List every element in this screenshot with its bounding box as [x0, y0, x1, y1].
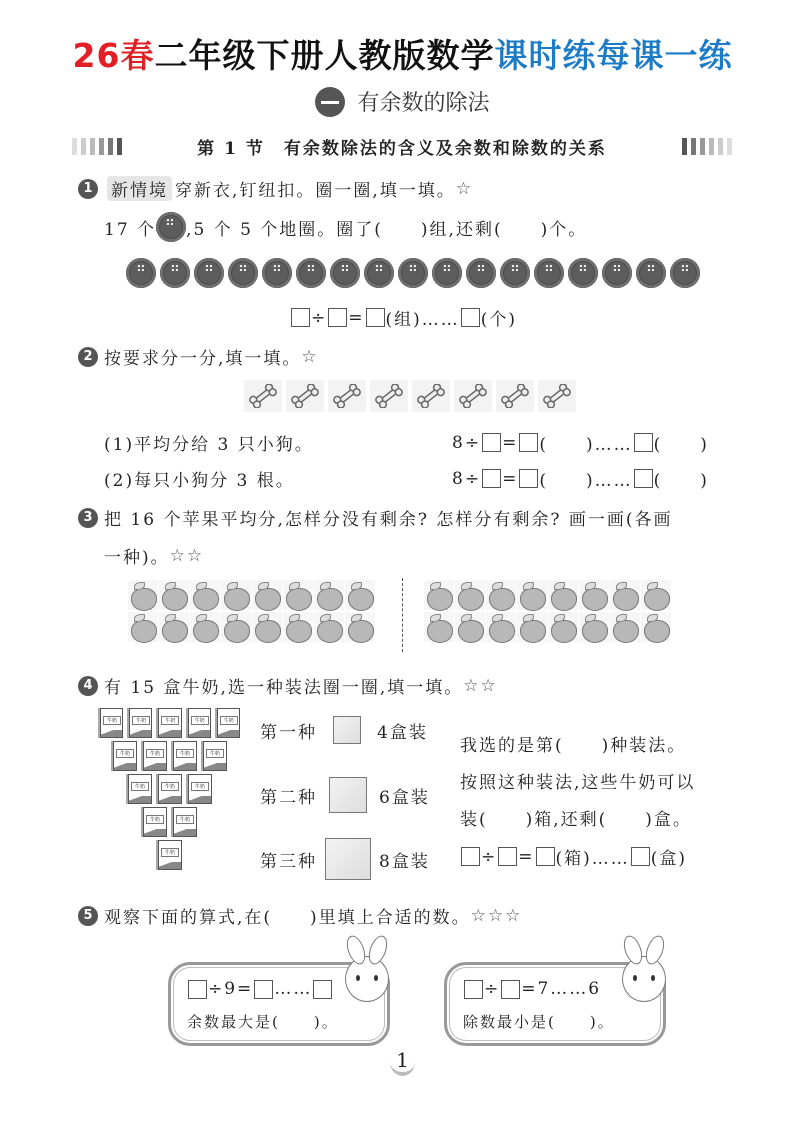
milk-row — [100, 708, 240, 738]
apple-icon[interactable] — [610, 612, 640, 642]
difficulty-star-icon: ☆☆ — [169, 545, 205, 566]
card-1-equation — [187, 979, 333, 999]
answer-box[interactable] — [634, 433, 653, 452]
title-series: 课时练每课一练 — [494, 36, 733, 75]
milk-carton-icon[interactable] — [203, 741, 227, 771]
bunny-icon — [622, 956, 666, 1002]
packing-option-3[interactable] — [260, 838, 430, 880]
button-icon[interactable] — [500, 258, 530, 288]
unit-label: (组)…… — [385, 310, 460, 330]
milk-row — [100, 741, 240, 771]
small-box-icon — [333, 716, 361, 744]
bone-icon[interactable] — [244, 380, 282, 412]
apple-icon[interactable] — [314, 612, 344, 642]
item-label: (2)每只小狗分 3 根。 — [104, 471, 295, 491]
apple-icon[interactable] — [159, 580, 189, 610]
bones-row — [244, 380, 576, 412]
apple-icon[interactable] — [641, 580, 671, 610]
question-1-prompt — [78, 176, 473, 201]
apple-icon[interactable] — [128, 612, 158, 642]
question-text: 按要求分一分,填一填。 — [104, 349, 302, 369]
question-2-item-2 — [104, 466, 295, 491]
difficulty-star-icon: ☆ — [301, 346, 319, 367]
question-text: 除数最小是( )。 — [463, 1013, 615, 1031]
question-text: 有 15 盒牛奶,选一种装法圈一圈,填一填。 — [104, 678, 464, 698]
apple-icon[interactable] — [424, 612, 454, 642]
question-3-prompt-cont — [104, 543, 204, 568]
answer-text: 按照这种装法,这些牛奶可以 — [460, 773, 696, 793]
apple-icon[interactable] — [221, 580, 251, 610]
fill-text: ,5 个 5 个地圈。圈了( )组,还剩( )个。 — [186, 219, 588, 240]
button-icon[interactable] — [466, 258, 496, 288]
packing-option-2[interactable] — [260, 777, 430, 813]
milk-carton-pyramid — [100, 708, 240, 873]
apple-icon[interactable] — [455, 580, 485, 610]
option-label: 第二种 — [260, 787, 317, 808]
button-icon[interactable] — [262, 258, 292, 288]
difficulty-star-icon: ☆☆☆ — [470, 905, 523, 926]
apple-icon[interactable] — [548, 612, 578, 642]
milk-row — [100, 840, 240, 870]
quotient-box[interactable] — [254, 980, 273, 999]
button-icon[interactable] — [194, 258, 224, 288]
apple-icon[interactable] — [610, 580, 640, 610]
apple-icon[interactable] — [641, 612, 671, 642]
medium-box-icon — [329, 777, 367, 813]
apple-icon[interactable] — [424, 580, 454, 610]
button-icon[interactable] — [126, 258, 156, 288]
button-icon[interactable] — [398, 258, 428, 288]
apple-group-left — [128, 580, 375, 642]
card-2-equation — [463, 979, 601, 999]
button-icon[interactable] — [670, 258, 700, 288]
apple-icon[interactable] — [252, 612, 282, 642]
equals-sign: = — [518, 846, 535, 867]
title-year: 26春 — [72, 36, 155, 75]
apple-icon[interactable] — [345, 580, 375, 610]
milk-carton-icon[interactable] — [158, 840, 182, 870]
unit-blank: ( ) — [653, 435, 709, 455]
button-icon[interactable] — [432, 258, 462, 288]
remainder-dots: …… — [274, 979, 313, 999]
equation-text: ÷9= — [208, 979, 254, 999]
question-4-prompt — [78, 673, 498, 698]
apple-icon[interactable] — [517, 580, 547, 610]
remainder-box[interactable] — [313, 980, 332, 999]
apple-icon[interactable] — [283, 580, 313, 610]
new-context-tag: 新情境 — [107, 176, 172, 201]
question-3-prompt — [78, 505, 673, 530]
milk-carton-icon[interactable] — [143, 741, 167, 771]
decorative-bars-right — [682, 138, 732, 155]
question-text: 把 16 个苹果平均分,怎样分没有剩余? 怎样分有剩余? 画一画(各画 — [104, 510, 673, 530]
page-number-text: 1 — [390, 1048, 415, 1076]
apple-icon[interactable] — [221, 612, 251, 642]
button-icon[interactable] — [568, 258, 598, 288]
decorative-bars-left — [72, 138, 122, 155]
answer-line-3 — [460, 805, 692, 830]
milk-carton-icon[interactable] — [173, 741, 197, 771]
unit-blank: ( ) — [653, 471, 709, 491]
question-number-badge: 2 — [78, 347, 98, 367]
answer-box[interactable] — [519, 469, 538, 488]
question-1-line — [104, 212, 587, 242]
answer-box[interactable] — [519, 433, 538, 452]
equals-sign: = — [502, 432, 519, 453]
option-label: 第一种 — [260, 722, 317, 743]
button-icon[interactable] — [296, 258, 326, 288]
question-text: 观察下面的算式,在( )里填上合适的数。 — [104, 908, 471, 928]
question-2-prompt — [78, 344, 319, 369]
question-text: 穿新衣,钉纽扣。圈一圈,填一填。 — [175, 181, 456, 201]
answer-box[interactable] — [536, 847, 555, 866]
answer-box[interactable] — [461, 308, 480, 327]
answer-line-1 — [460, 731, 686, 756]
bone-icon[interactable] — [328, 380, 366, 412]
bone-icon[interactable] — [286, 380, 324, 412]
bone-icon[interactable] — [412, 380, 450, 412]
apple-group-right — [424, 580, 671, 642]
apple-icon[interactable] — [345, 612, 375, 642]
answer-box[interactable] — [482, 469, 501, 488]
milk-carton-icon[interactable] — [143, 807, 167, 837]
item-label: (1)平均分给 3 只小狗。 — [104, 435, 314, 455]
milk-carton-icon[interactable] — [217, 708, 240, 738]
milk-carton-icon[interactable] — [129, 708, 152, 738]
large-box-icon — [325, 838, 371, 880]
dividend-box[interactable] — [464, 980, 483, 999]
answer-box[interactable] — [461, 847, 480, 866]
difficulty-star-icon: ☆☆ — [463, 675, 498, 696]
apple-icon[interactable] — [548, 580, 578, 610]
apple-icon[interactable] — [159, 612, 189, 642]
milk-carton-icon[interactable] — [158, 708, 181, 738]
milk-row — [100, 774, 240, 804]
card-1-question — [187, 1011, 339, 1032]
packing-option-1[interactable] — [260, 716, 428, 744]
equation-text: 8÷ — [452, 468, 482, 489]
apple-icon[interactable] — [190, 580, 220, 610]
milk-carton-icon[interactable] — [113, 741, 137, 771]
unit-number-badge — [315, 87, 345, 117]
option-size: 6盒装 — [379, 787, 430, 808]
unit-label: (个) — [480, 310, 518, 330]
buttons-row — [126, 258, 700, 288]
apple-icon[interactable] — [128, 580, 158, 610]
button-icon[interactable] — [228, 258, 258, 288]
equals-sign: = — [348, 307, 365, 328]
bunny-icon — [345, 956, 389, 1002]
button-icon[interactable] — [602, 258, 632, 288]
unit-label: (箱)…… — [555, 849, 630, 869]
equals-sign: = — [502, 468, 519, 489]
question-2-item-1-equation — [452, 430, 709, 455]
divide-sign: ÷ — [311, 307, 328, 328]
button-icon — [156, 212, 186, 242]
button-icon[interactable] — [160, 258, 190, 288]
question-1-equation — [290, 305, 517, 330]
question-text: 一种)。 — [104, 548, 170, 568]
apple-icon[interactable] — [455, 612, 485, 642]
unit-title: 有余数的除法 — [357, 91, 490, 116]
bone-icon[interactable] — [454, 380, 492, 412]
unit-heading — [0, 86, 805, 117]
milk-carton-icon[interactable] — [158, 774, 182, 804]
button-icon[interactable] — [330, 258, 360, 288]
equation-text: 8÷ — [452, 432, 482, 453]
unit-blank: ( )…… — [539, 471, 633, 491]
milk-carton-icon[interactable] — [188, 774, 212, 804]
answer-box[interactable] — [498, 847, 517, 866]
milk-carton-icon[interactable] — [100, 708, 123, 738]
question-text: 余数最大是( )。 — [187, 1013, 339, 1031]
bone-icon[interactable] — [496, 380, 534, 412]
difficulty-star-icon: ☆ — [455, 178, 474, 199]
button-icon[interactable] — [364, 258, 394, 288]
section-title: 第 1 节 有余数除法的含义及余数和除数的关系 — [197, 138, 607, 159]
answer-box[interactable] — [482, 433, 501, 452]
answer-box[interactable] — [328, 308, 347, 327]
divisor-box[interactable] — [501, 980, 520, 999]
title-main: 二年级下册人教版数学 — [154, 36, 495, 75]
apple-icon[interactable] — [579, 580, 609, 610]
question-number-badge: 3 — [78, 508, 98, 528]
apple-icon[interactable] — [190, 612, 220, 642]
apple-icon[interactable] — [517, 612, 547, 642]
milk-carton-icon[interactable] — [128, 774, 152, 804]
bone-icon[interactable] — [370, 380, 408, 412]
milk-carton-icon[interactable] — [188, 708, 211, 738]
equation-text: =7……6 — [521, 979, 602, 999]
answer-text: 装( )箱,还剩( )盒。 — [460, 810, 692, 830]
option-label: 第三种 — [260, 851, 317, 872]
divide-sign: ÷ — [484, 979, 501, 999]
section-heading — [72, 132, 732, 160]
question-4-equation — [460, 844, 687, 869]
apple-icon[interactable] — [486, 580, 516, 610]
question-2-item-1 — [104, 430, 314, 455]
milk-carton-icon[interactable] — [173, 807, 197, 837]
dashed-divider — [402, 578, 403, 652]
card-2-question — [463, 1011, 615, 1032]
button-icon[interactable] — [636, 258, 666, 288]
answer-line-2 — [460, 768, 695, 793]
dividend-box[interactable] — [188, 980, 207, 999]
answer-box[interactable] — [634, 469, 653, 488]
apple-icon[interactable] — [283, 612, 313, 642]
question-2-item-2-equation — [452, 466, 709, 491]
bone-icon[interactable] — [538, 380, 576, 412]
question-number-badge: 5 — [78, 906, 98, 926]
apple-icon[interactable] — [314, 580, 344, 610]
answer-box[interactable] — [291, 308, 310, 327]
answer-box[interactable] — [631, 847, 650, 866]
question-number-badge: 1 — [78, 179, 98, 199]
document-title — [0, 30, 805, 77]
apple-icon[interactable] — [486, 612, 516, 642]
count-text: 17 个 — [104, 219, 157, 240]
unit-label: (盒) — [650, 849, 688, 869]
question-number-badge: 4 — [78, 676, 98, 696]
question-5-prompt — [78, 903, 522, 928]
option-size: 4盒装 — [377, 722, 428, 743]
milk-row — [100, 807, 240, 837]
apple-icon[interactable] — [252, 580, 282, 610]
unit-blank: ( )…… — [539, 435, 633, 455]
option-size: 8盒装 — [379, 851, 430, 872]
button-icon[interactable] — [534, 258, 564, 288]
divide-sign: ÷ — [481, 846, 498, 867]
answer-text: 我选的是第( )种装法。 — [460, 736, 687, 756]
answer-box[interactable] — [366, 308, 385, 327]
apple-icon[interactable] — [579, 612, 609, 642]
page-number — [0, 1048, 805, 1076]
